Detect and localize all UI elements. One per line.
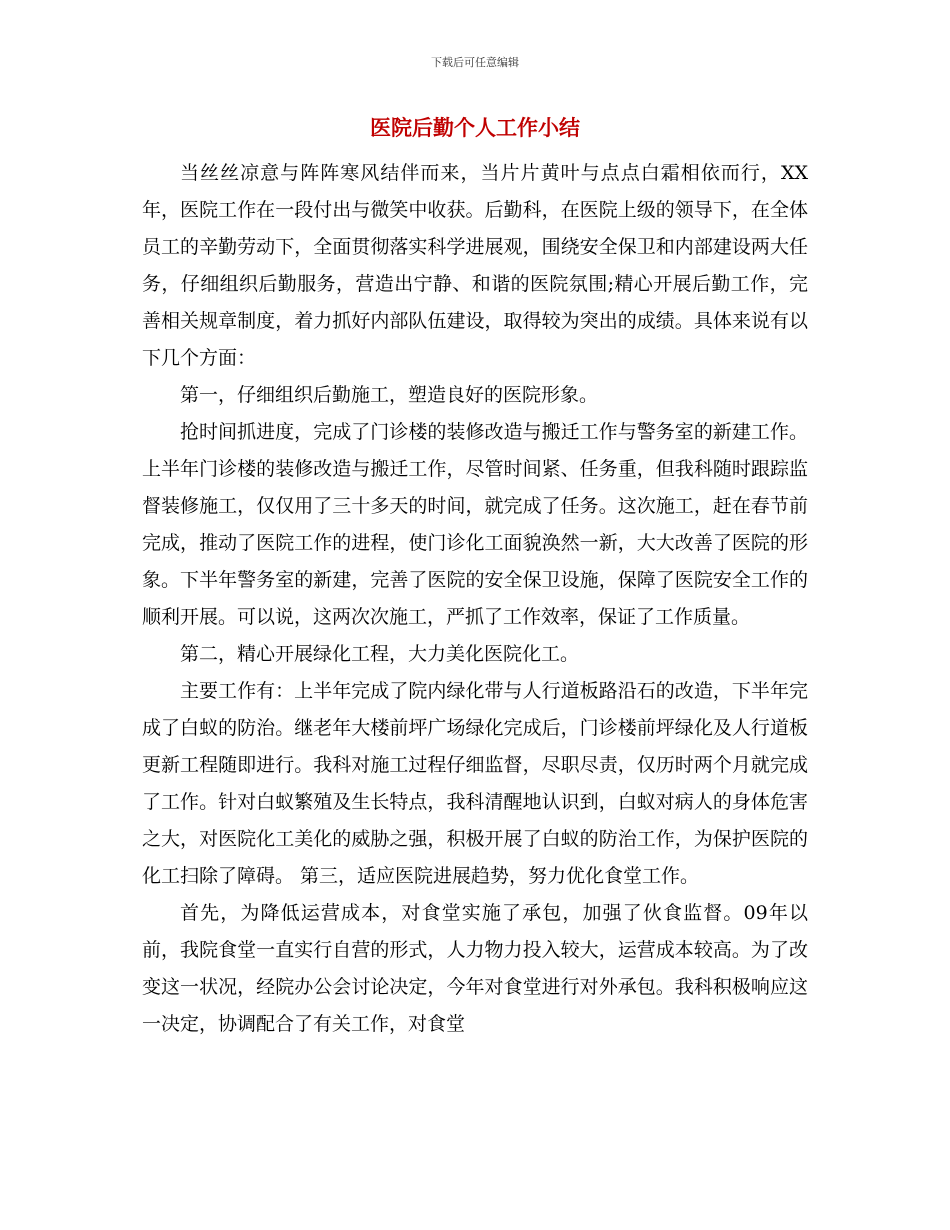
document-title: 医院后勤个人工作小结 <box>370 116 580 140</box>
paragraph-intro: 当丝丝凉意与阵阵寒风结伴而来，当片片黄叶与点点白霜相依而行，XX年，医院工作在一段付出与微笑中收获。后勤科，在医院上级的领导下，在全体员工的辛勤劳动下，全面贯彻落实科学进展观，围绕安全保卫和内部建设两大任务，仔细组织后勤服务，营造出宁静、和谐的医院氛围;精心开展后勤工作，完善相关规章制度，着力抓好内部队伍建设，取得较为突出的成绩。具体来说有以下几个方面： <box>142 162 808 369</box>
paragraph-greening: 主要工作有：上半年完成了院内绿化带与人行道板路沿石的改造，下半年完成了白蚁的防治。继老年大楼前坪广场绿化完成后，门诊楼前坪绿化及人行道板更新工程随即进行。我科对施工过程仔细监督，尽职尽责，仅历时两个月就完成了工作。针对白蚁繁殖及生长特点，我科清醒地认识到，白蚁对病人的身体危害之大，对医院化工美化的威胁之强，积极开展了白蚁的防治工作，为保护医院的化工扫除了障碍。 第三，适应医院进展趋势，努力优化食堂工作。 <box>142 680 808 887</box>
paragraph-construction: 抢时间抓进度，完成了门诊楼的装修改造与搬迁工作与警务室的新建工作。上半年门诊楼的装修改造与搬迁工作，尽管时间紧、任务重，但我科随时跟踪监督装修施工，仅仅用了三十多天的时间，就完成了任务。这次施工，赶在春节前完成，推动了医院工作的进程，使门诊化工面貌涣然一新，大大改善了医院的形象。下半年警务室的新建，完善了医院的安全保卫设施，保障了医院安全工作的顺利开展。可以说，这两次次施工，严抓了工作效率，保证了工作质量。 <box>142 421 808 628</box>
paragraph-canteen: 首先，为降低运营成本，对食堂实施了承包，加强了伙食监督。09年以前，我院食堂一直实行自营的形式，人力物力投入较大，运营成本较高。为了改变这一状况，经院办公会讨论决定，今年对食堂进行对外承包。我科积极响应这一决定，协调配合了有关工作，对食堂 <box>142 902 808 1035</box>
header-note: 下载后可任意编辑 <box>431 56 519 69</box>
paragraph-heading-1: 第一，仔细组织后勤施工，塑造良好的医院形象。 <box>180 384 599 406</box>
paragraph-heading-2: 第二，精心开展绿化工程，大力美化医院化工。 <box>180 643 580 665</box>
document-body <box>142 155 808 1043</box>
